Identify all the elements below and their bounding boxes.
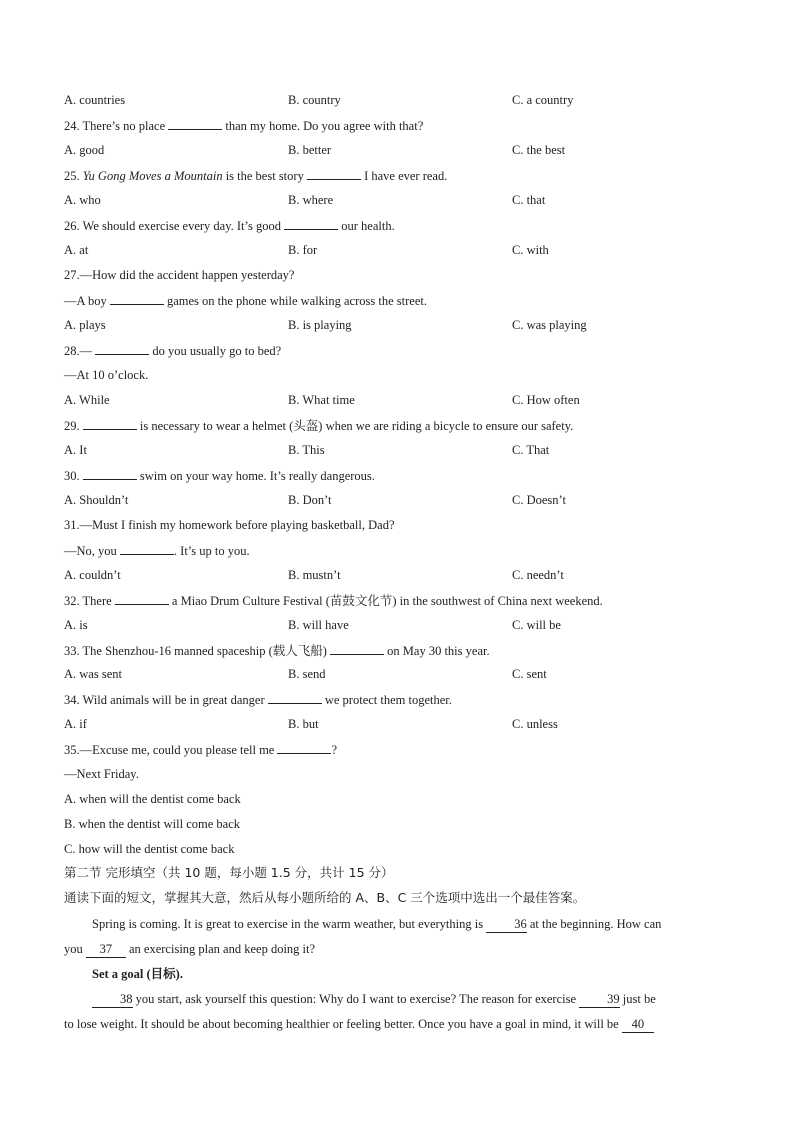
q34-option-a: A. if [64, 717, 87, 731]
q34-question [64, 691, 452, 708]
q34-blank [268, 691, 322, 704]
q30-text-pre: 30. [64, 469, 80, 483]
q25-text-pre: is the best story [222, 169, 304, 183]
q28-option-c: C. How often [512, 393, 580, 407]
q33-option-a: A. was sent [64, 667, 122, 681]
q34-option-b: B. but [288, 717, 319, 731]
q25-option-a: A. who [64, 193, 101, 207]
passage-text: Spring is coming. It is great to exercise in the warm weather, but everything is [92, 917, 484, 931]
q24-blank [168, 117, 222, 130]
q28-text-pre: 28.— [64, 344, 93, 358]
q27-text-post: games on the phone while walking across the street. [166, 294, 427, 308]
q27-answer-line [64, 292, 427, 309]
q30-option-b: B. Don’t [288, 493, 332, 507]
q32-question [64, 592, 603, 609]
q25-text-post: I have ever read. [364, 169, 448, 183]
passage-text: you start, ask yourself this question: Why do I want to exercise? The reason for exercise [135, 992, 577, 1006]
q29-option-c: C. That [512, 443, 550, 457]
blank-39: 39 [579, 991, 620, 1008]
q29-option-b: B. This [288, 443, 325, 457]
q25-option-c: C. that [512, 193, 546, 207]
q35-text-post: ? [331, 743, 338, 757]
q29-blank [83, 417, 137, 430]
q33-blank [330, 642, 384, 655]
q32-option-a: A. is [64, 618, 88, 632]
q34-option-c: C. unless [512, 717, 558, 731]
q24-option-b: B. better [288, 143, 332, 157]
q26-text-pre: 26. We should exercise every day. It’s good [64, 219, 281, 233]
q33-option-b: B. send [288, 667, 326, 681]
passage-text: you [64, 942, 83, 956]
q28-answer-line: —At 10 o’clock. [64, 368, 149, 382]
q32-text-post: a Miao Drum Culture Festival (苗鼓文化节) in the southwest of China next weekend. [171, 594, 603, 608]
q31-question: 31.—Must I finish my homework before playing basketball, Dad? [64, 518, 395, 532]
passage-line-4 [64, 1016, 732, 1033]
q25-title: Yu Gong Moves a Mountain [82, 169, 223, 183]
q31-text-pre: —No, you [64, 544, 117, 558]
q24-option-c: C. the best [512, 143, 566, 157]
q26-blank [284, 217, 338, 230]
q35-option-c: C. how will the dentist come back [64, 842, 235, 856]
q34-text-pre: 34. Wild animals will be in great danger [64, 693, 265, 707]
q30-blank [83, 467, 137, 480]
passage-text: to lose weight. It should be about becoming healthier or feeling better. Once you have a goal in mind, it will be [64, 1017, 619, 1031]
q27-option-a: A. plays [64, 318, 106, 332]
q34-text-post: we protect them together. [324, 693, 452, 707]
q35-text-pre: 35.—Excuse me, could you please tell me [64, 743, 275, 757]
q30-option-c: C. Doesn’t [512, 493, 566, 507]
q25-blank [307, 167, 361, 180]
q31-blank [120, 542, 174, 555]
q24-option-a: A. good [64, 143, 105, 157]
q33-option-c: C. sent [512, 667, 547, 681]
q23-option-a: A. countries [64, 93, 126, 107]
q31-answer-line [64, 542, 250, 559]
q24-text-pre: 24. There’s no place [64, 119, 166, 133]
q27-question: 27.—How did the accident happen yesterday? [64, 268, 295, 282]
q26-question [64, 217, 395, 234]
passage-line-1 [64, 916, 732, 933]
q30-option-a: A. Shouldn’t [64, 493, 129, 507]
q25-option-b: B. where [288, 193, 334, 207]
q24-question [64, 117, 423, 134]
q23-option-b: B. country [288, 93, 341, 107]
q28-option-a: A. While [64, 393, 110, 407]
q28-blank [95, 342, 149, 355]
q35-answer-line: —Next Friday. [64, 767, 139, 781]
q29-text-pre: 29. [64, 419, 80, 433]
passage-text: just be [622, 992, 656, 1006]
q28-option-b: B. What time [288, 393, 355, 407]
q35-blank [277, 741, 331, 754]
q26-option-b: B. for [288, 243, 318, 257]
q27-option-c: C. was playing [512, 318, 587, 332]
q31-option-c: C. needn’t [512, 568, 564, 582]
q29-question [64, 417, 573, 434]
q28-question [64, 342, 281, 359]
blank-36: 36 [486, 916, 527, 933]
q31-text-post: . It’s up to you. [173, 544, 250, 558]
q26-text-post: our health. [341, 219, 395, 233]
q32-option-c: C. will be [512, 618, 561, 632]
q30-question [64, 467, 375, 484]
q26-option-c: C. with [512, 243, 549, 257]
blank-38: 38 [92, 991, 133, 1008]
q33-text-pre: 33. The Shenzhou-16 manned spaceship (载人飞船) [64, 644, 327, 658]
passage-line-2 [64, 941, 732, 958]
q24-text-post: than my home. Do you agree with that? [225, 119, 424, 133]
q32-text-pre: 32. There [64, 594, 112, 608]
q28-text-post: do you usually go to bed? [152, 344, 282, 358]
blank-37: 37 [86, 941, 126, 958]
passage-text: an exercising plan and keep doing it? [129, 942, 316, 956]
q29-text-post: is necessary to wear a helmet (头盔) when we are riding a bicycle to ensure our safety. [139, 419, 574, 433]
q33-text-post: on May 30 this year. [387, 644, 490, 658]
passage-text: at the beginning. How can [529, 917, 662, 931]
q29-option-a: A. It [64, 443, 87, 457]
q25-question: 25. Yu Gong Moves a Mountain is the best story I have ever read. [64, 169, 448, 183]
blank-40: 40 [622, 1016, 654, 1033]
q31-option-a: A. couldn’t [64, 568, 121, 582]
q32-blank [115, 592, 169, 605]
q31-option-b: B. mustn’t [288, 568, 341, 582]
q35-option-b: B. when the dentist will come back [64, 817, 241, 831]
q32-option-b: B. will have [288, 618, 349, 632]
passage-line-3 [64, 991, 732, 1008]
q33-question [64, 642, 490, 659]
q35-option-a: A. when will the dentist come back [64, 792, 241, 806]
q23-option-c: C. a country [512, 93, 574, 107]
section-instruction: 通读下面的短文，掌握其大意，然后从每小题所给的 A、B、C 三个选项中选出一个最佳答案。 [64, 890, 586, 905]
passage-heading: Set a goal (目标). [92, 967, 183, 981]
section-title: 第二节 完形填空（共 10 题，每小题 1.5 分，共计 15 分） [64, 865, 394, 880]
q35-question [64, 741, 337, 758]
q27-blank [110, 292, 164, 305]
q30-text-post: swim on your way home. It’s really dangerous. [139, 469, 375, 483]
q27-text-pre: —A boy [64, 294, 107, 308]
q26-option-a: A. at [64, 243, 89, 257]
q27-option-b: B. is playing [288, 318, 352, 332]
